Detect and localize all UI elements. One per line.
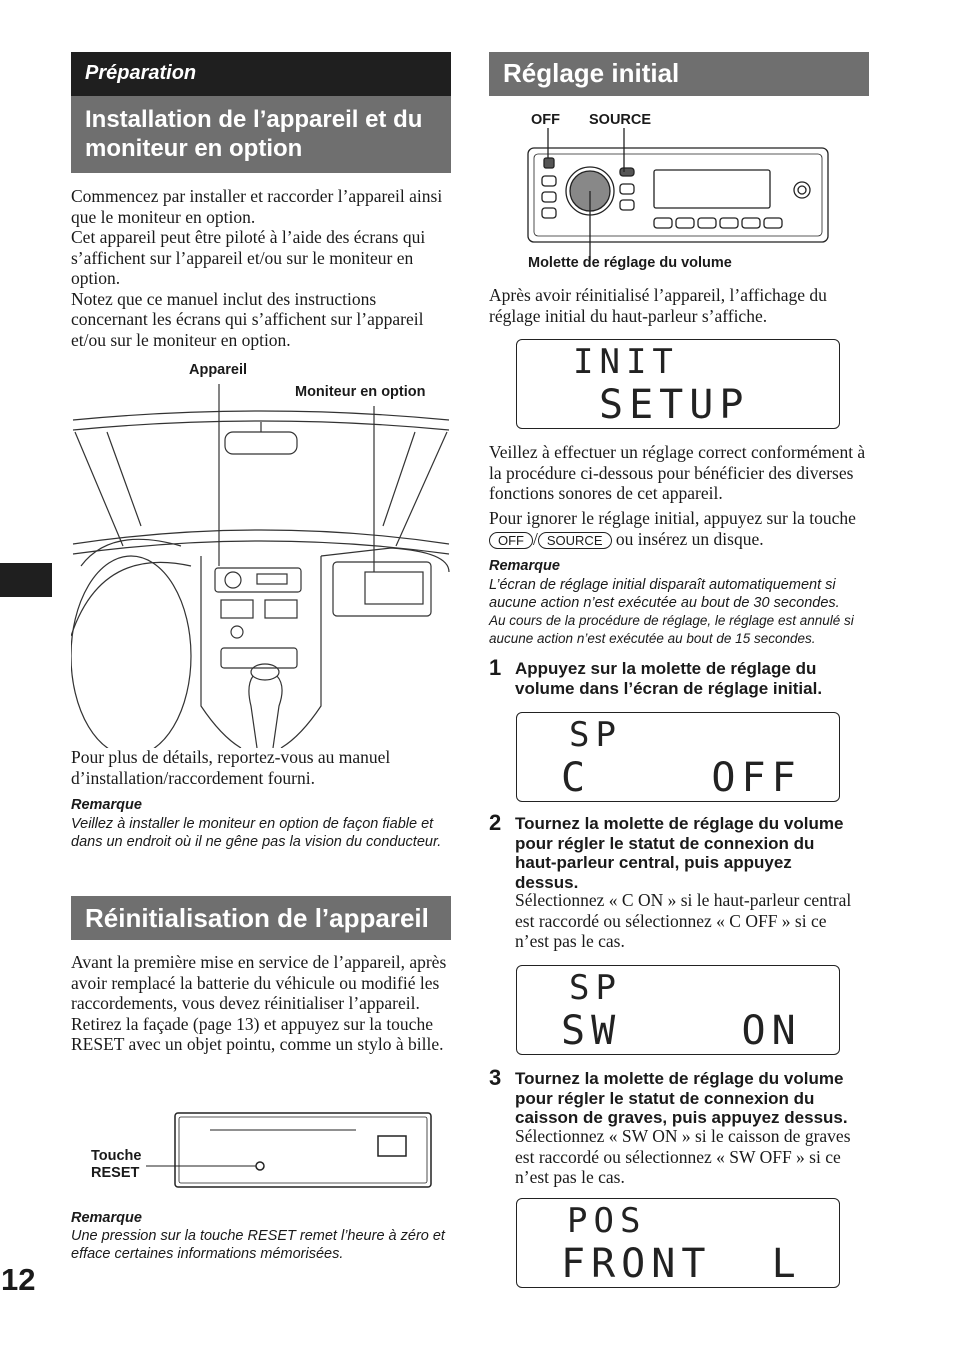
lcd4-line1: POS xyxy=(567,1201,647,1241)
head-unit-illustration xyxy=(526,128,832,260)
step1-text: Appuyez sur la molette de réglage du volume dans l’écran de réglage initial. xyxy=(515,659,823,698)
label-appareil: Appareil xyxy=(189,362,248,378)
lcd3-line2: SW ON xyxy=(561,1008,802,1054)
reset-title xyxy=(71,896,451,940)
step3-number: 3 xyxy=(489,1065,502,1090)
intro-text: Après avoir réinitialisé l’appareil, l’affichage du réglage initial du haut-parleur s’affiche. xyxy=(489,285,827,326)
lcd2-line1: SP xyxy=(569,715,622,755)
off-key: OFF xyxy=(489,532,533,549)
lcd-init-setup xyxy=(516,339,840,429)
label-off: OFF xyxy=(531,112,560,128)
install-title-text: Installation de l’appareil et du moniteur en option xyxy=(85,106,423,162)
section-label xyxy=(71,52,451,96)
lcd2-line2: C OFF xyxy=(561,755,802,801)
step2-text: Tournez la molette de réglage du volume pour régler le statut de connexion du haut-parleur central, puis appuyez dessus. xyxy=(515,814,844,892)
ignore-text xyxy=(489,508,873,549)
install-title xyxy=(71,96,451,173)
step3-desc: Sélectionnez « SW ON » si le caisson de graves est raccordé ou sélectionnez « SW OFF » si ce n’est pas le cas. xyxy=(515,1126,851,1187)
remark2-text: Une pression sur la touche RESET remet l’heure à zéro et efface certaines informations mémorisées. xyxy=(71,1228,445,1262)
label-source: SOURCE xyxy=(589,112,652,128)
reset-text: Avant la première mise en service de l’appareil, après avoir remplacé la batterie du véhicule ou modifié les raccordements, vous devez réinitialiser l’appareil. Retirez la façade (page 13) et appuyez sur la touche RESET avec un objet pointu, comme un stylo à bille. xyxy=(71,952,447,1054)
label-moniteur: Moniteur en option xyxy=(295,384,426,400)
lcd1-line2: SETUP xyxy=(599,382,750,428)
side-tab-marker xyxy=(0,563,52,597)
key-slash: / xyxy=(533,528,538,549)
reset-title-text: Réinitialisation de l’appareil xyxy=(85,903,429,933)
label-volume: Molette de réglage du volume xyxy=(528,255,732,271)
car-dashboard-illustration xyxy=(71,376,451,748)
ignore-pre: Pour ignorer le réglage initial, appuyez sur la touche xyxy=(489,508,856,528)
right-remark-line2: Au cours de la procédure de réglage, le réglage est annulé si aucune action n’est exécutée au bout de 15 secondes. xyxy=(489,613,854,646)
label-touche-reset: Touche RESET xyxy=(91,1148,142,1181)
lcd-sp-c-off xyxy=(516,712,840,802)
page-number: 12 xyxy=(1,1262,36,1297)
reglage-title xyxy=(489,52,869,96)
lcd-sp-sw-on xyxy=(516,965,840,1055)
section-label-text: Préparation xyxy=(85,62,197,84)
veillez-text: Veillez à effectuer un réglage correct conformément à la procédure ci-dessous pour bénéficier des diverses fonctions sonores de cet appareil. xyxy=(489,442,866,503)
step1-number: 1 xyxy=(489,655,502,680)
right-remark-line1: L’écran de réglage initial disparaît automatiquement si aucune action n’est exécutée au bout de 30 secondes. xyxy=(489,577,840,611)
remark2-title: Remarque xyxy=(71,1210,142,1226)
step2-desc: Sélectionnez « C ON » si le haut-parleur central est raccordé ou sélectionnez « C OFF » si ce n’est pas le cas. xyxy=(515,890,852,951)
reglage-title-text: Réglage initial xyxy=(503,58,680,88)
reset-unit-illustration xyxy=(146,1110,436,1192)
remark1-text: Veillez à installer le moniteur en option de façon fiable et dans un endroit où il ne gêne pas la vision du conducteur. xyxy=(71,816,442,850)
lcd1-line1: INIT xyxy=(573,342,679,382)
lcd3-line1: SP xyxy=(569,968,622,1008)
step3-text: Tournez la molette de réglage du volume pour régler le statut de connexion du caisson de graves, puis appuyez dessus. xyxy=(515,1069,848,1127)
remark1-title: Remarque xyxy=(71,797,142,813)
step2-number: 2 xyxy=(489,810,502,835)
details-text: Pour plus de détails, reportez-vous au manuel d’installation/raccordement fourni. xyxy=(71,747,391,788)
lcd-pos-front-l xyxy=(516,1198,840,1288)
right-remark-title: Remarque xyxy=(489,558,560,574)
lcd4-line2: FRONT L xyxy=(561,1241,802,1287)
source-key: SOURCE xyxy=(538,532,612,549)
install-text: Commencez par installer et raccorder l’appareil ainsi que le moniteur en option. Cet appareil peut être piloté à l’aide des écrans qui s’affichent sur l’appareil et/ou sur le moniteur en option. Notez que ce manuel inclut des instructions concernant les écrans qui s’affichent sur l’appareil et/ou sur le moniteur en option. xyxy=(71,186,443,350)
ignore-post: ou insérez un disque. xyxy=(615,528,764,549)
